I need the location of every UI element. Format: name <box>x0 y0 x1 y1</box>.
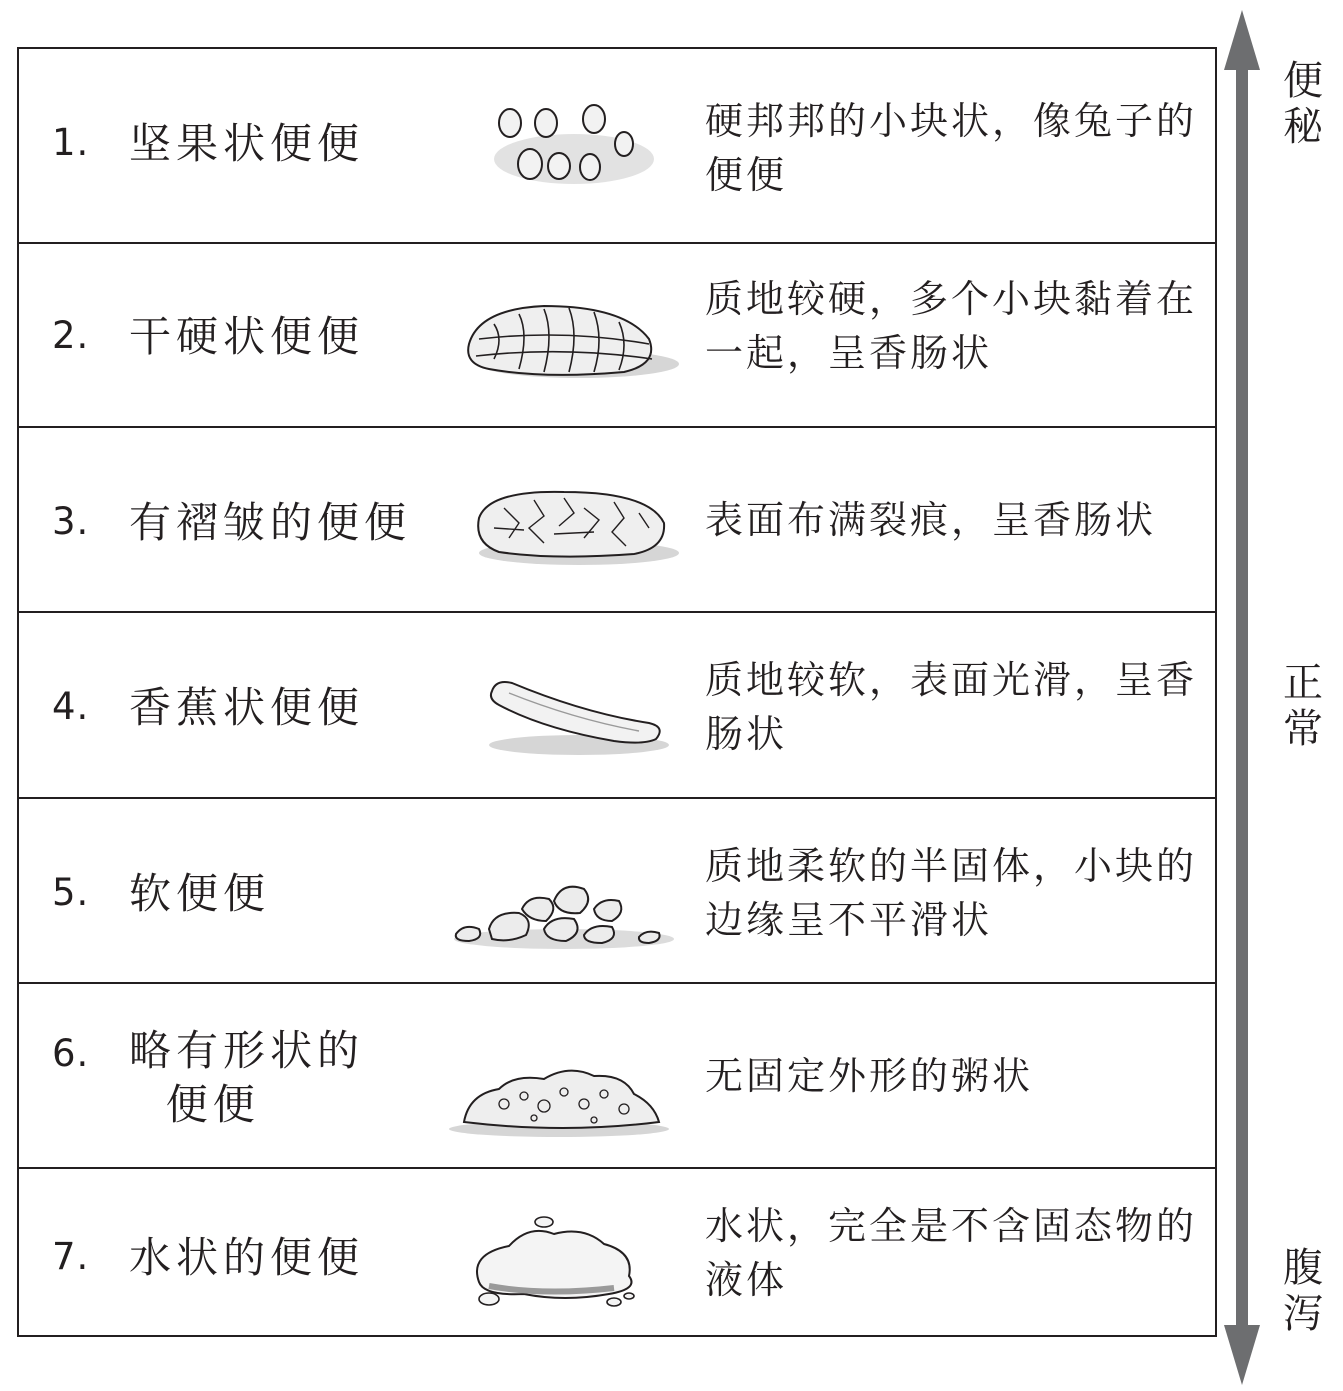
stool-type-row <box>19 1167 1215 1339</box>
type-number: 5. <box>52 871 90 914</box>
diarrhea-label: 腹泻 <box>1283 1245 1323 1337</box>
type-number: 2. <box>52 314 90 357</box>
type-name: 香蕉状便便 <box>129 683 365 732</box>
type-name: 坚果状便便 <box>129 119 365 168</box>
stool-type-row <box>19 982 1215 1167</box>
type-name: 软便便 <box>129 869 271 918</box>
bristol-stool-chart <box>17 47 1217 1337</box>
smooth-banana-illustration <box>434 653 684 763</box>
severity-scale-arrow <box>1222 10 1262 1385</box>
type-name: 干硬状便便 <box>129 312 365 361</box>
constipation-label: 便秘 <box>1283 58 1323 150</box>
type-name: 略有形状的 便便 <box>129 1026 365 1129</box>
type-description: 质地柔软的半固体，小块的边缘呈不平滑状 <box>705 844 1198 942</box>
hard-lumps-illustration <box>434 89 684 199</box>
type-description: 水状，完全是不含固态物的液体 <box>705 1204 1198 1302</box>
stool-type-row <box>19 242 1215 426</box>
type-description: 硬邦邦的小块状，像兔子的便便 <box>705 99 1198 197</box>
lumpy-sausage-illustration <box>434 284 684 394</box>
soft-blobs-illustration <box>434 849 684 959</box>
mushy-illustration <box>434 1034 684 1144</box>
watery-puddle-illustration <box>434 1204 684 1314</box>
type-description: 质地较硬，多个小块黏着在一起，呈香肠状 <box>705 277 1198 375</box>
type-number: 7. <box>52 1235 90 1278</box>
normal-label: 正常 <box>1283 660 1323 752</box>
type-description: 无固定外形的粥状 <box>705 1054 1034 1098</box>
type-number: 3. <box>52 500 90 543</box>
stool-type-row <box>19 49 1215 242</box>
type-number: 6. <box>52 1032 90 1075</box>
stool-type-row <box>19 611 1215 797</box>
type-description: 质地较软，表面光滑，呈香肠状 <box>705 658 1198 756</box>
stool-type-row <box>19 797 1215 982</box>
type-name: 有褶皱的便便 <box>129 498 412 547</box>
type-name: 水状的便便 <box>129 1233 365 1282</box>
stool-type-row <box>19 426 1215 611</box>
type-number: 4. <box>52 685 90 728</box>
type-number: 1. <box>52 121 90 164</box>
type-description: 表面布满裂痕，呈香肠状 <box>705 498 1157 542</box>
cracked-sausage-illustration <box>434 468 684 578</box>
